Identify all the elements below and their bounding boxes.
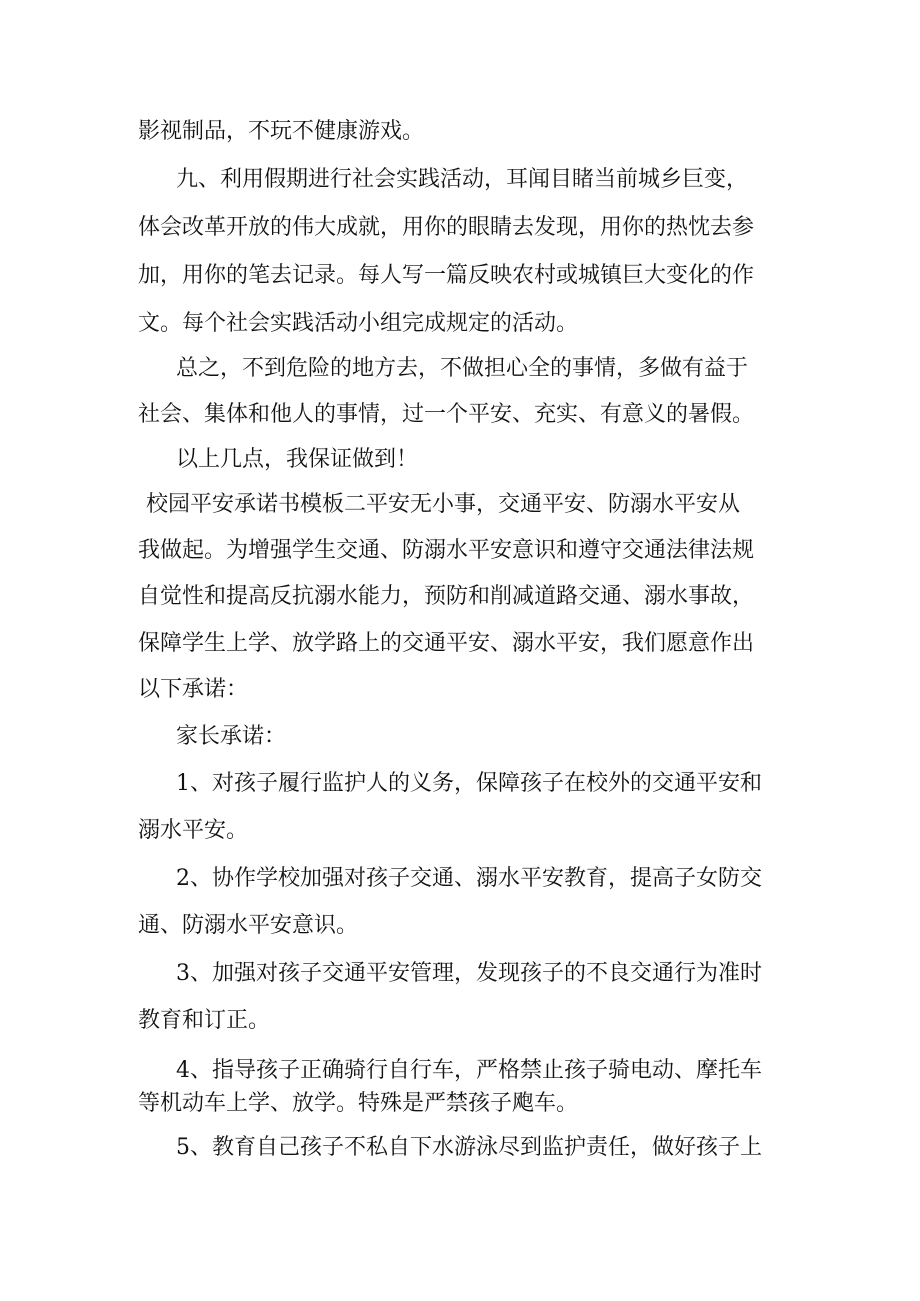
- text-line: 九、利用假期进行社会实践活动，耳闻目睹当前城乡巨变，: [176, 167, 749, 192]
- text-line: 2、协作学校加强对孩子交通、溺水平安教育，提高子女防交: [176, 866, 762, 891]
- text-line: 自觉性和提高反抗溺水能力，预防和削减道路交通、溺水事故，: [138, 584, 755, 609]
- text-line: 以下承诺：: [138, 677, 249, 702]
- text-line: 文。每个社会实践活动小组完成规定的活动。: [138, 311, 579, 336]
- text-line: 1、对孩子履行监护人的义务，保障孩子在校外的交通平安和: [176, 771, 762, 796]
- text-line: 体会改革开放的伟大成就，用你的眼睛去发现，用你的热忱去参: [138, 215, 755, 240]
- text-line: 等机动车上学、放学。特殊是严禁孩子飑车。: [138, 1091, 579, 1116]
- text-line: 5、教育自己孩子不私自下水游泳尽到监护责任，做好孩子上: [176, 1135, 762, 1160]
- text-line: 我做起。为增强学生交通、防溺水平安意识和遵守交通法律法规: [138, 538, 755, 563]
- text-line: 家长承诺：: [176, 724, 287, 749]
- text-line: 3、加强对孩子交通平安管理，发现孩子的不良交通行为准时: [176, 961, 762, 986]
- text-line: 影视制品，不玩不健康游戏。: [138, 119, 425, 144]
- text-line: 校园平安承诺书模板二平安无小事，交通平安、防溺水平安从: [146, 492, 741, 517]
- text-line: 总之，不到危险的地方去，不做担心全的事情，多做有益于: [176, 356, 749, 381]
- text-line: 保障学生上学、放学路上的交通平安、溺水平安，我们愿意作出: [138, 631, 755, 656]
- text-line: 溺水平安。: [138, 818, 249, 843]
- text-line: 4、指导孩子正确骑行自行车，严格禁止孩子骑电动、摩托车: [176, 1058, 762, 1083]
- text-line: 通、防溺水平安意识。: [138, 913, 359, 938]
- text-line: 教育和订正。: [138, 1008, 271, 1033]
- text-line: 社会、集体和他人的事情，过一个平安、充实、有意义的暑假。: [138, 402, 755, 427]
- text-line: 加，用你的笔去记录。每人写一篇反映农村或城镇巨大变化的作: [138, 263, 755, 288]
- text-line: 以上几点，我保证做到！: [176, 447, 419, 472]
